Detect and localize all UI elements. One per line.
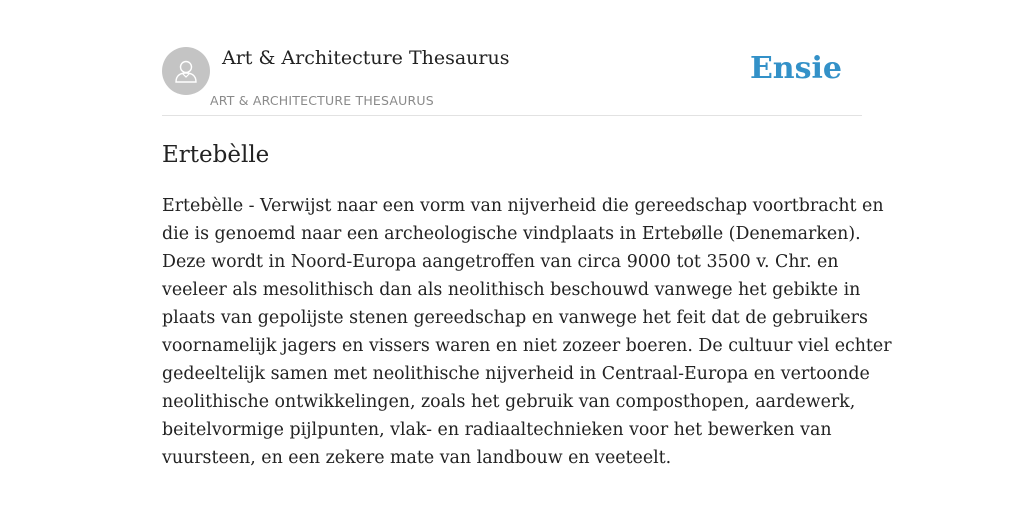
article-line: plaats van gepolijste stenen gereedschap en vanwege het feit dat de gebruikers <box>162 308 868 328</box>
article-body <box>162 192 892 472</box>
article-line: vuursteen, en een zekere mate van landbouw en veeteelt. <box>162 448 672 468</box>
article-line: die is genoemd naar een archeologische vindplaats in Ertebølle (Denemarken). <box>162 224 861 244</box>
article-line: voornamelijk jagers en vissers waren en niet zozeer boeren. De cultuur viel echter <box>162 336 892 356</box>
article-title: Ertebèlle <box>162 142 270 168</box>
article-line: neolithische ontwikkelingen, zoals het gebruik van composthopen, aardewerk, <box>162 392 856 412</box>
source-subtitle[interactable]: ART & ARCHITECTURE THESAURUS <box>210 93 434 108</box>
article-line: gedeeltelijk samen met neolithische nijverheid in Centraal-Europa en vertoonde <box>162 364 870 384</box>
article-line: veeleer als mesolithisch dan als neolithisch beschouwd vanwege het gebikte in <box>162 280 861 300</box>
article-line: Deze wordt in Noord-Europa aangetroffen van circa 9000 tot 3500 v. Chr. en <box>162 252 839 272</box>
article-line: beitelvormige pijlpunten, vlak- en radiaaltechnieken voor het bewerken van <box>162 420 832 440</box>
user-icon <box>171 56 201 86</box>
source-name[interactable]: Art & Architecture Thesaurus <box>222 47 510 69</box>
brand-logo[interactable]: Ensie <box>749 51 842 86</box>
avatar[interactable] <box>162 47 210 95</box>
article-line: Ertebèlle - Verwijst naar een vorm van nijverheid die gereedschap voortbracht en <box>162 196 884 216</box>
header <box>162 0 862 116</box>
